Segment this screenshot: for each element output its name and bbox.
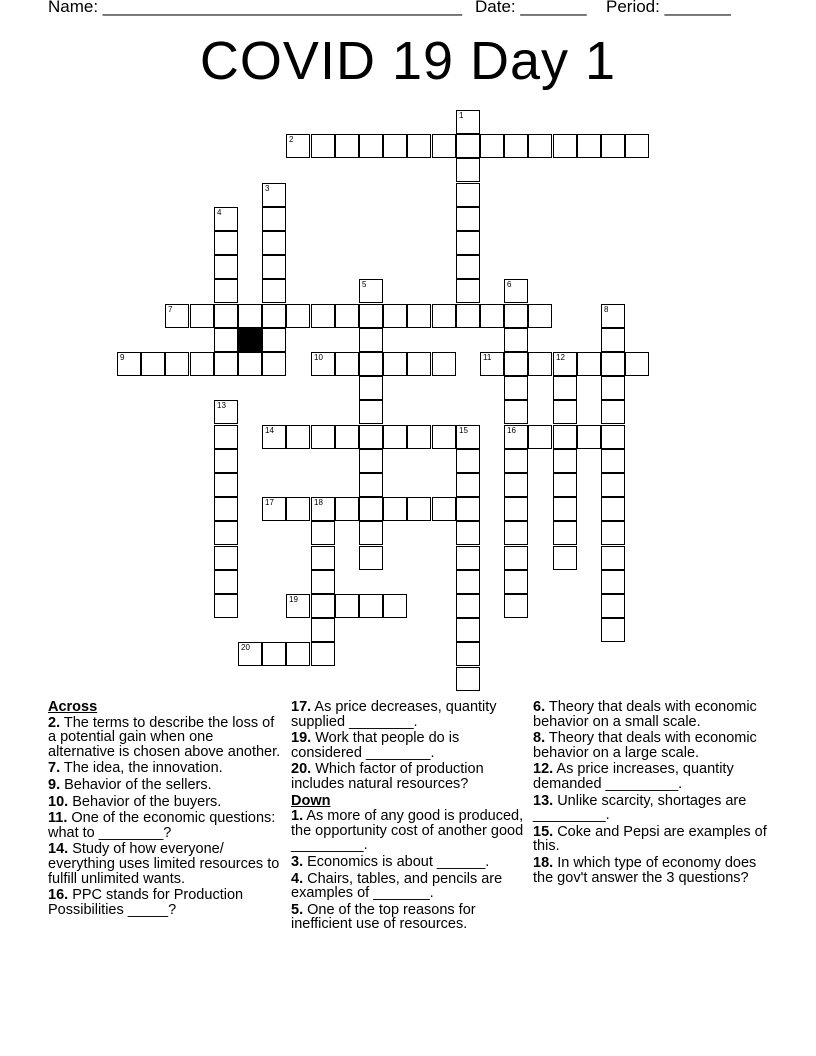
- clue-text: Coke and Pepsi are examples of this.: [533, 823, 767, 855]
- clue-text: As more of any good is produced, the opportunity cost of another good _________.: [291, 808, 524, 854]
- grid-cell[interactable]: [601, 304, 625, 328]
- clue-number: 8.: [533, 730, 546, 747]
- cell-number: 3: [265, 184, 270, 193]
- name-field[interactable]: Name: ______________________________________: [48, 0, 463, 16]
- clue-number: 20.: [291, 761, 312, 778]
- cell-number: 8: [604, 305, 609, 314]
- clue-text: The idea, the innovation.: [63, 760, 223, 777]
- grid-cell[interactable]: [359, 352, 383, 376]
- cell-number: 16: [507, 426, 516, 435]
- grid-cell[interactable]: [407, 425, 431, 449]
- period-field[interactable]: Period: _______: [606, 0, 731, 16]
- clue-across-14: [48, 842, 284, 886]
- grid-cell[interactable]: [214, 570, 238, 594]
- grid-cell[interactable]: [383, 497, 407, 521]
- grid-cell[interactable]: [456, 570, 480, 594]
- grid-cell[interactable]: [262, 279, 286, 303]
- grid-cell[interactable]: [359, 521, 383, 545]
- grid-cell[interactable]: [528, 134, 552, 158]
- clue-across-2: [48, 716, 284, 760]
- grid-cell[interactable]: [601, 473, 625, 497]
- grid-cell[interactable]: [456, 304, 480, 328]
- grid-cell[interactable]: [286, 134, 310, 158]
- grid-cell[interactable]: [238, 352, 262, 376]
- grid-cell[interactable]: [262, 497, 286, 521]
- grid-cell[interactable]: [165, 304, 189, 328]
- grid-cell[interactable]: [480, 304, 504, 328]
- grid-cell[interactable]: [359, 473, 383, 497]
- grid-cell[interactable]: [214, 425, 238, 449]
- grid-cell[interactable]: [214, 497, 238, 521]
- grid-cell[interactable]: [480, 352, 504, 376]
- clue-down-12: [533, 762, 769, 791]
- grid-cell[interactable]: [456, 231, 480, 255]
- clue-down-18: [533, 856, 769, 885]
- grid-cell[interactable]: [335, 304, 359, 328]
- grid-cell[interactable]: [504, 473, 528, 497]
- clue-number: 1.: [291, 808, 304, 825]
- clue-number: 14.: [48, 841, 69, 858]
- grid-cell[interactable]: [190, 304, 214, 328]
- grid-cell[interactable]: [359, 594, 383, 618]
- grid-cell[interactable]: [359, 328, 383, 352]
- grid-cell[interactable]: [504, 449, 528, 473]
- clue-text: Work that people do is considered ________.: [291, 730, 460, 761]
- grid-cell[interactable]: [141, 352, 165, 376]
- clue-text: As price decreases, quantity supplied ________.: [291, 699, 497, 730]
- grid-cell[interactable]: [262, 304, 286, 328]
- grid-cell[interactable]: [262, 231, 286, 255]
- cell-number: 4: [217, 208, 222, 217]
- grid-cell[interactable]: [262, 207, 286, 231]
- clue-across-10: [48, 795, 284, 810]
- cell-number: 10: [314, 353, 323, 362]
- clue-text: Which factor of production includes natural resources?: [291, 761, 484, 792]
- grid-cell[interactable]: [359, 376, 383, 400]
- grid-cell[interactable]: [456, 110, 480, 134]
- cell-number: 20: [241, 643, 250, 652]
- grid-cell[interactable]: [456, 667, 480, 691]
- cell-number: 15: [459, 426, 468, 435]
- grid-cell[interactable]: [262, 425, 286, 449]
- clue-number: 17.: [291, 699, 312, 715]
- grid-cell[interactable]: [601, 618, 625, 642]
- cell-number: 9: [120, 353, 125, 362]
- grid-cell[interactable]: [262, 328, 286, 352]
- grid-cell[interactable]: [456, 473, 480, 497]
- grid-cell[interactable]: [311, 425, 335, 449]
- grid-cell[interactable]: [214, 352, 238, 376]
- grid-cell[interactable]: [601, 521, 625, 545]
- grid-cell[interactable]: [311, 570, 335, 594]
- grid-cell[interactable]: [456, 279, 480, 303]
- clue-down-5: [291, 903, 527, 932]
- grid-cell[interactable]: [262, 255, 286, 279]
- clues-column-2: [291, 700, 527, 934]
- grid-cell[interactable]: [262, 183, 286, 207]
- grid-cell[interactable]: [359, 449, 383, 473]
- grid-cell[interactable]: [601, 449, 625, 473]
- grid-cell[interactable]: [456, 546, 480, 570]
- grid-cell[interactable]: [504, 594, 528, 618]
- grid-cell[interactable]: [286, 642, 310, 666]
- grid-cell[interactable]: [528, 304, 552, 328]
- grid-cell[interactable]: [311, 134, 335, 158]
- grid-cell[interactable]: [214, 546, 238, 570]
- grid-cell[interactable]: [432, 134, 456, 158]
- grid-cell[interactable]: [214, 279, 238, 303]
- cell-number: 12: [556, 353, 565, 362]
- clue-number: 18.: [533, 854, 554, 871]
- grid-cell[interactable]: [407, 352, 431, 376]
- clue-text: One of the economic questions: what to ________?: [48, 810, 276, 841]
- grid-cell[interactable]: [359, 304, 383, 328]
- grid-cell[interactable]: [214, 449, 238, 473]
- grid-cell[interactable]: [456, 207, 480, 231]
- grid-cell[interactable]: [311, 594, 335, 618]
- grid-cell[interactable]: [504, 328, 528, 352]
- cell-number: 7: [168, 305, 173, 314]
- cell-number: 2: [289, 135, 294, 144]
- clue-across-16: [48, 888, 284, 917]
- clue-text: Study of how everyone/ everything uses limited resources to fulfill unlimited wants.: [48, 841, 280, 887]
- clue-down-15: [533, 825, 769, 854]
- grid-cell[interactable]: [383, 304, 407, 328]
- cell-number: 11: [483, 353, 492, 362]
- clue-down-1: [291, 809, 527, 853]
- grid-cell[interactable]: [165, 352, 189, 376]
- clue-across-17: [291, 700, 527, 729]
- grid-cell[interactable]: [625, 352, 649, 376]
- clue-across-20: [291, 762, 527, 791]
- clue-text: PPC stands for Production Possibilities _____?: [48, 887, 244, 918]
- clue-across-9: [48, 778, 284, 793]
- grid-cell[interactable]: [553, 400, 577, 424]
- grid-cell[interactable]: [214, 521, 238, 545]
- grid-cell[interactable]: [553, 497, 577, 521]
- grid-cell[interactable]: [311, 546, 335, 570]
- clue-number: 5.: [291, 901, 304, 918]
- grid-cell[interactable]: [577, 134, 601, 158]
- grid-cell[interactable]: [214, 594, 238, 618]
- grid-cell[interactable]: [311, 618, 335, 642]
- grid-cell[interactable]: [383, 134, 407, 158]
- grid-cell[interactable]: [553, 352, 577, 376]
- grid-cell[interactable]: [214, 304, 238, 328]
- grid-cell[interactable]: [456, 497, 480, 521]
- grid-cell[interactable]: [456, 642, 480, 666]
- cell-number: 19: [289, 595, 298, 604]
- grid-cell[interactable]: [601, 376, 625, 400]
- grid-cell[interactable]: [214, 400, 238, 424]
- clue-text: As price increases, quantity demanded _________.: [533, 761, 734, 792]
- grid-cell[interactable]: [311, 497, 335, 521]
- grid-cell[interactable]: [601, 352, 625, 376]
- clue-text: Theory that deals with economic behavior on a large scale.: [533, 730, 757, 761]
- grid-cell[interactable]: [601, 594, 625, 618]
- clue-text: Behavior of the buyers.: [72, 793, 222, 810]
- clue-down-4: [291, 872, 527, 901]
- clue-number: 7.: [48, 760, 61, 777]
- grid-cell[interactable]: [238, 304, 262, 328]
- grid-cell[interactable]: [432, 497, 456, 521]
- grid-cell[interactable]: [359, 279, 383, 303]
- grid-cell[interactable]: [335, 594, 359, 618]
- grid-cell[interactable]: [190, 352, 214, 376]
- grid-cell[interactable]: [577, 425, 601, 449]
- grid-cell[interactable]: [359, 546, 383, 570]
- clue-number: 4.: [291, 870, 304, 887]
- grid-cell[interactable]: [335, 134, 359, 158]
- grid-cell[interactable]: [504, 521, 528, 545]
- down-heading: Down: [291, 792, 331, 809]
- across-heading: Across: [48, 699, 98, 715]
- grid-cell[interactable]: [504, 304, 528, 328]
- grid-cell[interactable]: [553, 473, 577, 497]
- clue-number: 19.: [291, 730, 312, 747]
- grid-cell[interactable]: [553, 376, 577, 400]
- cell-number: 14: [265, 426, 274, 435]
- clue-down-3: [291, 855, 527, 870]
- grid-cell[interactable]: [383, 425, 407, 449]
- grid-cell[interactable]: [601, 328, 625, 352]
- clue-across-19: [291, 731, 527, 760]
- grid-cell[interactable]: [577, 352, 601, 376]
- clue-number: 2.: [48, 714, 61, 731]
- clue-number: 13.: [533, 792, 554, 809]
- grid-cell[interactable]: [553, 425, 577, 449]
- cell-number: 5: [362, 280, 367, 289]
- grid-cell[interactable]: [238, 642, 262, 666]
- grid-cell[interactable]: [214, 473, 238, 497]
- grid-cell[interactable]: [407, 134, 431, 158]
- grid-cell[interactable]: [262, 352, 286, 376]
- grid-cell[interactable]: [432, 352, 456, 376]
- cell-number: 6: [507, 280, 512, 289]
- grid-cell[interactable]: [311, 521, 335, 545]
- grid-cell[interactable]: [456, 158, 480, 182]
- clues-column-1: [48, 700, 284, 919]
- grid-cell[interactable]: [480, 134, 504, 158]
- grid-cell[interactable]: [601, 546, 625, 570]
- grid-cell[interactable]: [311, 304, 335, 328]
- grid-cell[interactable]: [528, 425, 552, 449]
- grid-cell[interactable]: [456, 618, 480, 642]
- grid-cell[interactable]: [359, 400, 383, 424]
- grid-cell[interactable]: [359, 425, 383, 449]
- grid-cell[interactable]: [311, 352, 335, 376]
- clue-down-13: [533, 794, 769, 823]
- grid-cell[interactable]: [359, 497, 383, 521]
- clue-down-8: [533, 731, 769, 760]
- grid-cell[interactable]: [504, 570, 528, 594]
- grid-cell[interactable]: [359, 134, 383, 158]
- grid-cell[interactable]: [432, 425, 456, 449]
- clue-number: 15.: [533, 823, 554, 840]
- grid-cell[interactable]: [214, 207, 238, 231]
- grid-cell[interactable]: [214, 328, 238, 352]
- grid-cell[interactable]: [504, 376, 528, 400]
- clue-down-6: [533, 700, 769, 729]
- clue-number: 6.: [533, 699, 546, 715]
- black-square: [238, 328, 262, 352]
- clue-text: The terms to describe the loss of a potential gain when one alternative is chosen above another.: [48, 714, 281, 760]
- grid-cell[interactable]: [214, 231, 238, 255]
- grid-cell[interactable]: [407, 497, 431, 521]
- grid-cell[interactable]: [335, 497, 359, 521]
- grid-cell[interactable]: [504, 497, 528, 521]
- grid-cell[interactable]: [117, 352, 141, 376]
- cell-number: 17: [265, 498, 274, 507]
- grid-cell[interactable]: [553, 521, 577, 545]
- grid-cell[interactable]: [456, 425, 480, 449]
- grid-cell[interactable]: [504, 352, 528, 376]
- clue-across-11: [48, 811, 284, 840]
- clue-number: 10.: [48, 793, 69, 810]
- grid-cell[interactable]: [553, 449, 577, 473]
- grid-cell[interactable]: [601, 134, 625, 158]
- grid-cell[interactable]: [504, 400, 528, 424]
- cell-number: 18: [314, 498, 323, 507]
- grid-cell[interactable]: [262, 642, 286, 666]
- clue-text: Unlike scarcity, shortages are _________.: [533, 792, 747, 824]
- clue-text: One of the top reasons for inefficient use of resources.: [291, 901, 476, 933]
- page-title: COVID 19 Day 1: [199, 31, 617, 91]
- clue-text: Behavior of the sellers.: [64, 776, 212, 793]
- grid-cell[interactable]: [286, 425, 310, 449]
- clue-number: 3.: [291, 853, 304, 870]
- grid-cell[interactable]: [383, 352, 407, 376]
- grid-cell[interactable]: [625, 134, 649, 158]
- grid-cell[interactable]: [286, 304, 310, 328]
- grid-cell[interactable]: [504, 425, 528, 449]
- grid-cell[interactable]: [504, 134, 528, 158]
- grid-cell[interactable]: [601, 425, 625, 449]
- grid-cell[interactable]: [553, 134, 577, 158]
- grid-cell[interactable]: [456, 594, 480, 618]
- grid-cell[interactable]: [456, 449, 480, 473]
- grid-cell[interactable]: [456, 183, 480, 207]
- date-field[interactable]: Date: _______: [475, 0, 587, 16]
- grid-cell[interactable]: [456, 255, 480, 279]
- grid-cell[interactable]: [553, 546, 577, 570]
- grid-cell[interactable]: [456, 521, 480, 545]
- grid-cell[interactable]: [456, 134, 480, 158]
- grid-cell[interactable]: [311, 642, 335, 666]
- grid-cell[interactable]: [407, 304, 431, 328]
- grid-cell[interactable]: [601, 497, 625, 521]
- grid-cell[interactable]: [214, 255, 238, 279]
- grid-cell[interactable]: [286, 497, 310, 521]
- clue-text: Economics is about ______.: [307, 853, 490, 870]
- grid-cell[interactable]: [335, 352, 359, 376]
- grid-cell[interactable]: [601, 570, 625, 594]
- grid-cell[interactable]: [504, 279, 528, 303]
- grid-cell[interactable]: [432, 304, 456, 328]
- clue-text: In which type of economy does the gov't answer the 3 questions?: [533, 854, 757, 886]
- grid-cell[interactable]: [335, 425, 359, 449]
- clue-number: 11.: [48, 810, 68, 827]
- grid-cell[interactable]: [601, 400, 625, 424]
- cell-number: 13: [217, 401, 226, 410]
- clue-number: 16.: [48, 887, 69, 904]
- grid-cell[interactable]: [286, 594, 310, 618]
- clue-number: 12.: [533, 761, 554, 778]
- grid-cell[interactable]: [383, 594, 407, 618]
- clue-text: Theory that deals with economic behavior on a small scale.: [533, 699, 757, 730]
- clues-column-3: [533, 700, 769, 887]
- grid-cell[interactable]: [528, 352, 552, 376]
- cell-number: 1: [459, 111, 464, 120]
- grid-cell[interactable]: [504, 546, 528, 570]
- clue-number: 9.: [48, 776, 61, 793]
- clue-text: Chairs, tables, and pencils are examples of _______.: [291, 870, 503, 902]
- clue-across-7: [48, 761, 284, 776]
